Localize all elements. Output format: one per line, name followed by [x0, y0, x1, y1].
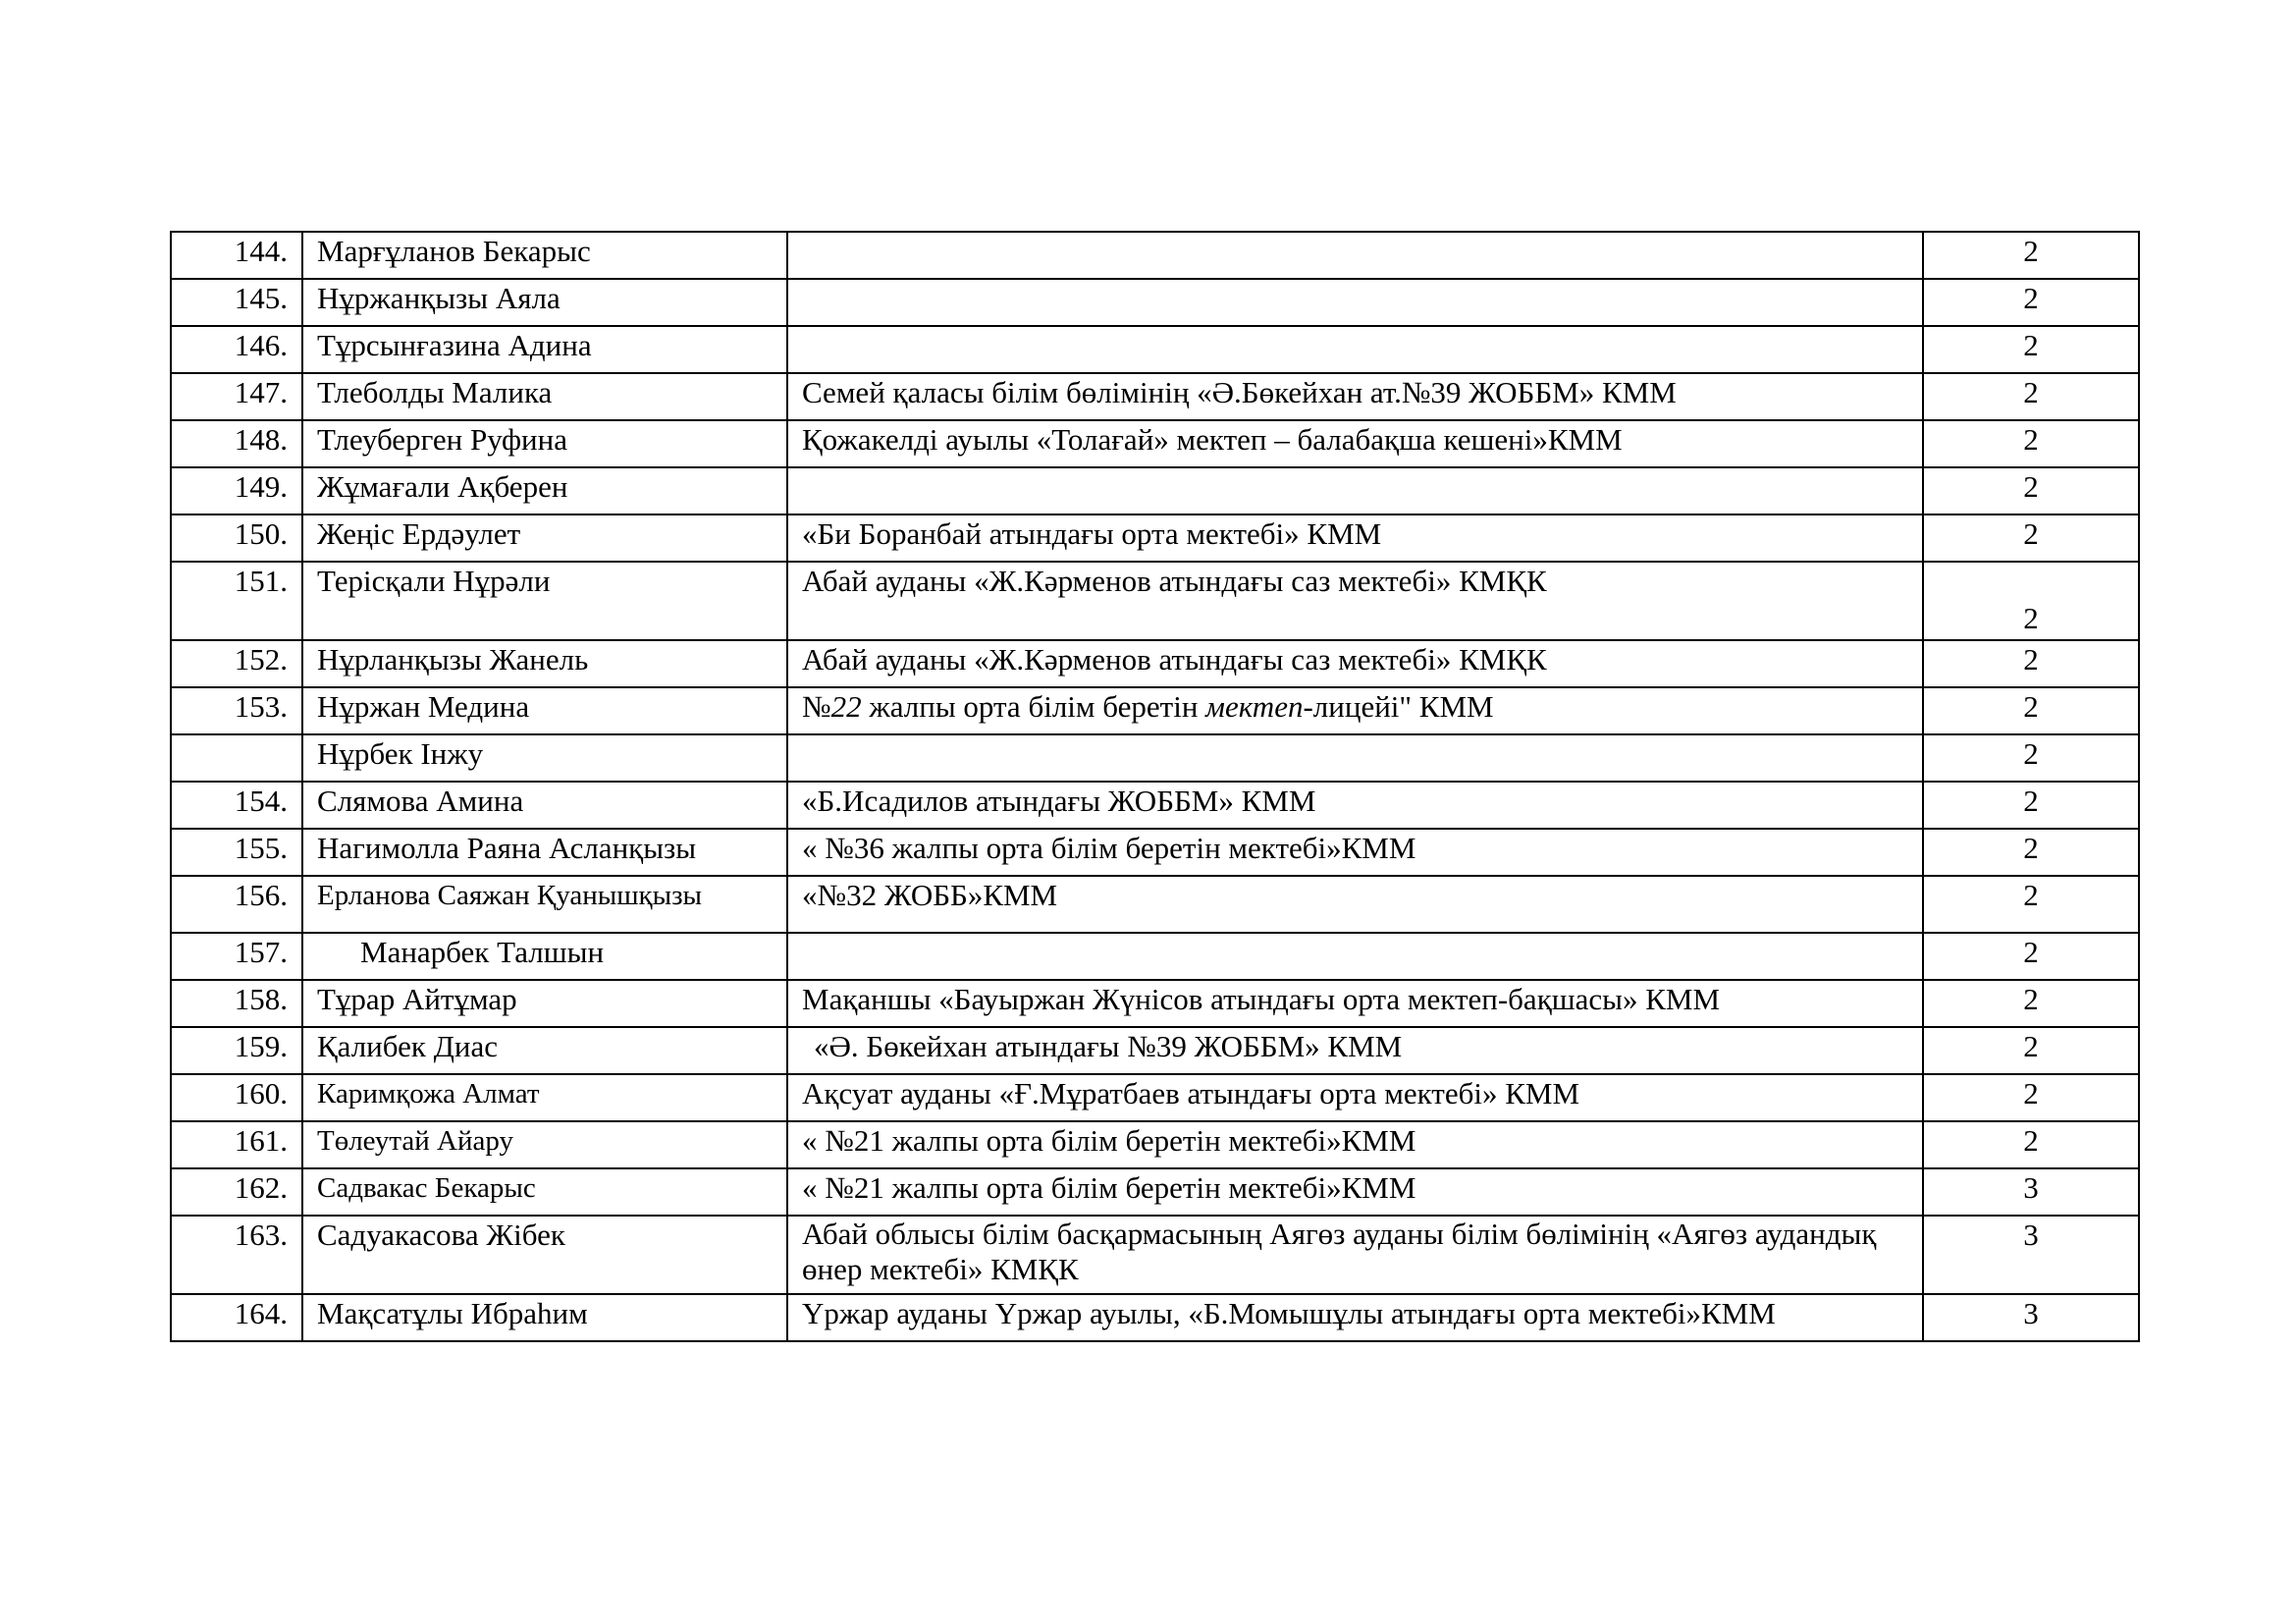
- table-row: [171, 687, 2139, 734]
- school-name: Абай ауданы «Ж.Кәрменов атындағы саз мектебі» КМҚК: [787, 562, 1923, 640]
- score: 2: [1923, 232, 2139, 279]
- table-row: [171, 232, 2139, 279]
- school-name: «Б.Исадилов атындағы ЖОББМ» КММ: [787, 782, 1923, 829]
- table-row: [171, 514, 2139, 562]
- school-number: 22: [830, 689, 862, 724]
- score: 3: [1923, 1294, 2139, 1341]
- score: 2: [1923, 326, 2139, 373]
- school-suffix: -лицейі" КММ: [1303, 689, 1494, 724]
- score: 2: [1923, 1121, 2139, 1168]
- student-name: Нагимолла Раяна Асланқызы: [302, 829, 787, 876]
- student-name: Слямова Амина: [302, 782, 787, 829]
- school-name: «Би Боранбай атындағы орта мектебі» КММ: [787, 514, 1923, 562]
- student-name: Мақсатұлы Ибраһим: [302, 1294, 787, 1341]
- score: 2: [1923, 980, 2139, 1027]
- school-prefix: №: [802, 689, 831, 724]
- row-number: 155.: [171, 829, 302, 876]
- student-name: Төлеутай Айару: [302, 1121, 787, 1168]
- student-name: Садуакасова Жібек: [302, 1216, 787, 1294]
- school-name: Үржар ауданы Үржар ауылы, «Б.Момышұлы атындағы орта мектебі»КММ: [787, 1294, 1923, 1341]
- student-name: Марғұланов Бекарыс: [302, 232, 787, 279]
- score: 2: [1923, 876, 2139, 933]
- school-name: Абай ауданы «Ж.Кәрменов атындағы саз мектебі» КМҚК: [787, 640, 1923, 687]
- row-number: 158.: [171, 980, 302, 1027]
- row-number: 153.: [171, 687, 302, 734]
- score: 2: [1923, 782, 2139, 829]
- score: 3: [1923, 1216, 2139, 1294]
- score: 2: [1923, 734, 2139, 782]
- student-name: Садвакас Бекарыс: [302, 1168, 787, 1216]
- row-number: 149.: [171, 467, 302, 514]
- school-name: Семей қаласы білім бөлімінің «Ә.Бөкейхан ат.№39 ЖОББМ» КММ: [787, 373, 1923, 420]
- row-number: 154.: [171, 782, 302, 829]
- row-number: 163.: [171, 1216, 302, 1294]
- school-name: « №21 жалпы орта білім беретін мектебі»КММ: [787, 1168, 1923, 1216]
- student-name: Жұмағали Ақберен: [302, 467, 787, 514]
- score: 2: [1923, 562, 2139, 640]
- score: 2: [1923, 1074, 2139, 1121]
- table-row: [171, 876, 2139, 933]
- school-name: [787, 687, 1923, 734]
- school-name: «Ә. Бөкейхан атындағы №39 ЖОББМ» КММ: [787, 1027, 1923, 1074]
- table-row: [171, 640, 2139, 687]
- school-name: Абай облысы білім басқармасының Аягөз ауданы білім бөлімінің «Аягөз аудандық өнер мектебі» КМҚК: [787, 1216, 1923, 1294]
- score: 2: [1923, 829, 2139, 876]
- school-name: [787, 933, 1923, 980]
- school-name: Мақаншы «Бауыржан Жүнісов атындағы орта мектеп-бақшасы» КММ: [787, 980, 1923, 1027]
- row-number: 162.: [171, 1168, 302, 1216]
- row-number: 152.: [171, 640, 302, 687]
- student-name: Манарбек Талшын: [302, 933, 787, 980]
- student-name: Нұрланқызы Жанель: [302, 640, 787, 687]
- student-name: Тұрсынғазина Адина: [302, 326, 787, 373]
- school-name: «№32 ЖОББ»КММ: [787, 876, 1923, 933]
- school-middle: жалпы орта білім беретін: [861, 689, 1206, 724]
- score: 2: [1923, 279, 2139, 326]
- table-row: [171, 420, 2139, 467]
- student-name: Жеңіс Ердәулет: [302, 514, 787, 562]
- row-number: 144.: [171, 232, 302, 279]
- table-row: [171, 326, 2139, 373]
- school-name: [787, 232, 1923, 279]
- school-name: « №36 жалпы орта білім беретін мектебі»КММ: [787, 829, 1923, 876]
- school-name: [787, 467, 1923, 514]
- student-name: Нұрбек Інжу: [302, 734, 787, 782]
- student-name: Тлеуберген Руфина: [302, 420, 787, 467]
- row-number: 150.: [171, 514, 302, 562]
- score: 2: [1923, 687, 2139, 734]
- school-name: « №21 жалпы орта білім беретін мектебі»КММ: [787, 1121, 1923, 1168]
- score: 2: [1923, 640, 2139, 687]
- school-name: Ақсуат ауданы «Ғ.Мұратбаев атындағы орта мектебі» КММ: [787, 1074, 1923, 1121]
- score: 2: [1923, 467, 2139, 514]
- table-row: [171, 373, 2139, 420]
- table-row: [171, 782, 2139, 829]
- school-name: Қожакелді ауылы «Толағай» мектеп – балабақша кешені»КММ: [787, 420, 1923, 467]
- student-name: Қалибек Диас: [302, 1027, 787, 1074]
- school-name: [787, 279, 1923, 326]
- row-number: 157.: [171, 933, 302, 980]
- table-row: [171, 467, 2139, 514]
- table-row: [171, 562, 2139, 640]
- school-name: [787, 734, 1923, 782]
- table-row: [171, 1294, 2139, 1341]
- student-name: Ерланова Саяжан Қуанышқызы: [302, 876, 787, 933]
- table-row: [171, 980, 2139, 1027]
- student-name: Тлеболды Малика: [302, 373, 787, 420]
- row-number: 147.: [171, 373, 302, 420]
- score: 2: [1923, 933, 2139, 980]
- student-name: Тұрар Айтұмар: [302, 980, 787, 1027]
- row-number: 159.: [171, 1027, 302, 1074]
- row-number: [171, 734, 302, 782]
- table-row: [171, 734, 2139, 782]
- row-number: 146.: [171, 326, 302, 373]
- table-row: [171, 1216, 2139, 1294]
- row-number: 145.: [171, 279, 302, 326]
- row-number: 164.: [171, 1294, 302, 1341]
- table-row: [171, 829, 2139, 876]
- student-name: Нұржан Медина: [302, 687, 787, 734]
- score: 2: [1923, 514, 2139, 562]
- table-row: [171, 279, 2139, 326]
- student-name: Нұржанқызы Аяла: [302, 279, 787, 326]
- table-row: [171, 1027, 2139, 1074]
- table-row: [171, 1168, 2139, 1216]
- score: 3: [1923, 1168, 2139, 1216]
- student-name: Каримқожа Алмат: [302, 1074, 787, 1121]
- score: 2: [1923, 373, 2139, 420]
- student-list-table: [170, 231, 2140, 1342]
- school-name: [787, 326, 1923, 373]
- row-number: 151.: [171, 562, 302, 640]
- table-row: [171, 933, 2139, 980]
- row-number: 160.: [171, 1074, 302, 1121]
- table-row: [171, 1121, 2139, 1168]
- score: 2: [1923, 420, 2139, 467]
- school-word: мектеп: [1205, 689, 1304, 724]
- row-number: 161.: [171, 1121, 302, 1168]
- score: 2: [1923, 1027, 2139, 1074]
- row-number: 148.: [171, 420, 302, 467]
- row-number: 156.: [171, 876, 302, 933]
- table-row: [171, 1074, 2139, 1121]
- student-name: Терісқали Нұрәли: [302, 562, 787, 640]
